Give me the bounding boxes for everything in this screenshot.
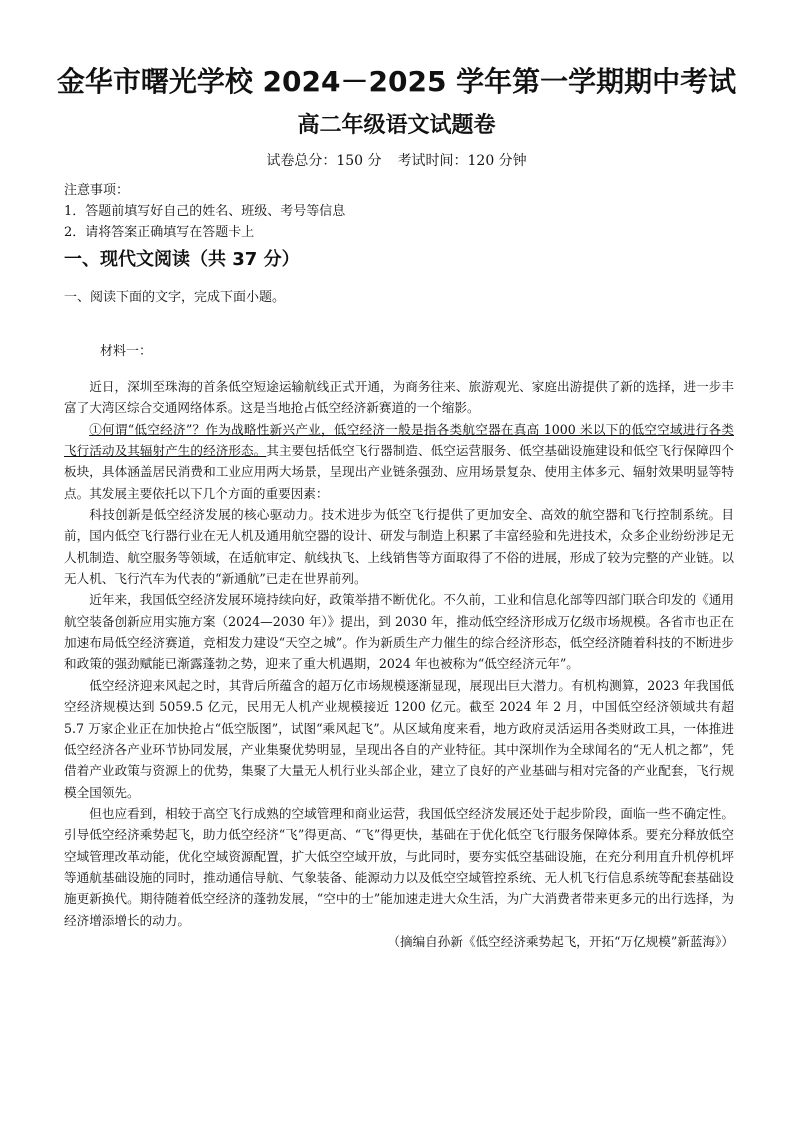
exam-title: 金华市曙光学校 2024－2025 学年第一学期期中考试: [56, 65, 737, 98]
article-paragraph: 但也应看到，相较于高空飞行成熟的空域管理和商业运营，我国低空经济发展还处于起步阶段，面临一些不确定性。引导低空经济乘势起飞，助力低空经济“飞”得更高、“飞”得更快，基础在于优化低空飞行服务保障体系。要充分释放低空空域管理改革动能，优化空域资源配置，扩大低空空域开放，与此同时，要夯实低空基础设施，在充分利用直升机停机坪等通航基础设施的同时，推动通信导航、气象装备、能源动力以及低空空域管控系统、无人机飞行信息系统等配套基础设施更新换代。期待随着低空经济的蓬勃发展，“空中的士”能加速走进大众生活，为广大消费者带来更多元的出行选择，为经济增添增长的动力。: [64, 805, 734, 928]
notes-item: 1．答题前填写好自己的姓名、班级、考号等信息: [64, 204, 346, 219]
article-source: （摘编自孙新《低空经济乘势起飞，开拓“万亿规模”新蓝海》）: [387, 933, 734, 949]
underlined-sentence: ①何谓“低空经济”？作为战略性新兴产业，低空经济一般是指各类航空器在真高 1000 米以下的低空空域进行各类飞行活动及其辐射产生的经济形态。: [64, 421, 734, 459]
notes-item: 2．请将答案正确填写在答题卡上: [64, 225, 255, 240]
article-paragraph: 近日，深圳至珠海的首条低空短途运输航线正式开通，为商务往来、旅游观光、家庭出游提供了新的选择，进一步丰富了大湾区综合交通网络体系。这是当地抢占低空经济新赛道的一个缩影。: [64, 379, 734, 416]
exam-time: 考试时间：120 分钟: [397, 153, 527, 169]
article-paragraph: 科技创新是低空经济发展的核心驱动力。技术进步为低空飞行提供了更加安全、高效的航空器和飞行控制系统。目前，国内低空飞行器行业在无人机及通用航空器的设计、研发与制造上积累了丰富经验和先进技术，众多企业纷纷涉足无人机制造、航空服务等领域，在适航审定、航线执飞、上线销售等方面取得了不俗的进展，形成了较为完整的产业链。以无人机、飞行汽车为代表的“新通航”已走在世界前列。: [64, 507, 734, 587]
notes-block: [64, 180, 734, 243]
section-instruction: 一、阅读下面的文字，完成下面小题。: [64, 290, 286, 305]
article-paragraph: [64, 419, 734, 504]
exam-subtitle: 高二年级语文试题卷: [297, 113, 496, 138]
exam-meta: [0, 150, 793, 172]
section-heading: 一、现代文阅读（共 37 分）: [64, 249, 300, 270]
article-body: [64, 376, 734, 952]
material-label: 材料一：: [100, 344, 153, 359]
paragraph-text: 其主要包括低空飞行器制造、低空运营服务、低空基础设施建设和低空飞行保障四个板块，具体涵盖居民消费和工业应用两大场景，呈现出产业链条强劲、应用场景复杂、使用主体多元、辐射效果明显等特点。其发展主要依托以下几个方面的重要因素：: [64, 443, 735, 501]
notes-heading: 注意事项：: [64, 183, 130, 198]
article-paragraph: 低空经济迎来风起之时，其背后所蕴含的超万亿市场规模逐渐显现，展现出巨大潜力。有机构测算，2023 年我国低空经济规模达到 5059.5 亿元，民用无人机产业规模接近 1200 亿元。截至 2024 年 2 月，中国低空经济领域共有超 5.7 万家企业正在加快抢占“低空版图”，试图“乘风起飞”。从区域角度来看，地方政府灵活运用各类财政工具，一体推进低空经济各产业环节协同发展，产业集聚优势明显，呈现出各自的产业特征。其中深圳作为全球闻名的“无人机之都”，凭借着产业政策与资源上的优势，集聚了大量无人机行业头部企业，建立了良好的产业基础与相对完备的产业配套，飞行规模全国领先。: [64, 677, 734, 800]
article-paragraph: 近年来，我国低空经济发展环境持续向好，政策举措不断优化。不久前，工业和信息化部等四部门联合印发的《通用航空装备创新应用实施方案（2024—2030 年）》提出，到 2030 年，推动低空经济形成万亿级市场规模。各省市也正在加速布局低空经济赛道，竞相发力建设“天空之城”。作为新质生产力催生的综合经济形态，低空经济随着科技的不断进步和政策的强劲赋能已渐露蓬勃之势，迎来了重大机遇期，2024 年也被称为“低空经济元年”。: [64, 592, 734, 672]
total-score: 试卷总分：150 分: [266, 153, 382, 169]
